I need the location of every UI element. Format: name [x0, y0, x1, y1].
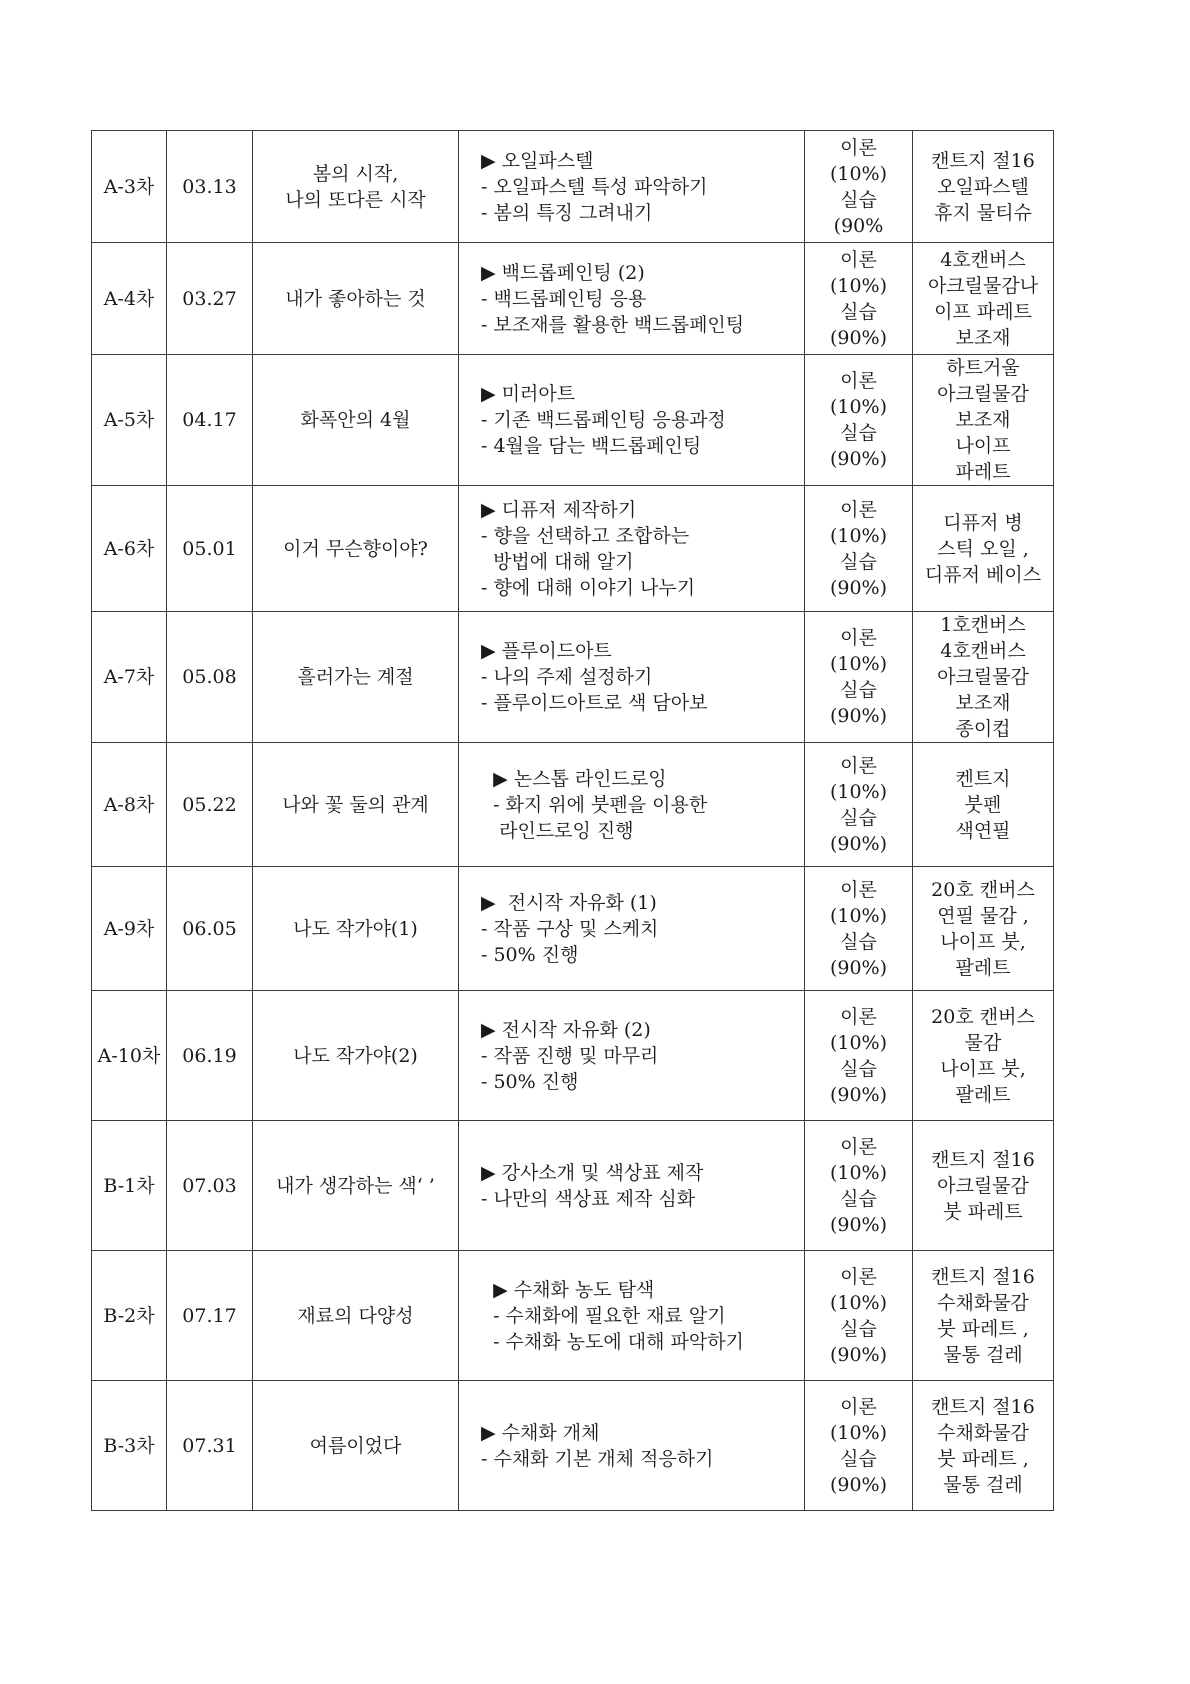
materials-line: 휴지 물티슈 — [934, 201, 1032, 224]
title-cell — [253, 1251, 459, 1381]
date-cell — [167, 355, 253, 486]
ratio-line: 이론 — [840, 1265, 877, 1288]
date-label: 04.17 — [182, 409, 237, 431]
materials-cell — [913, 243, 1054, 355]
ratio-line: (10%) — [829, 162, 888, 185]
materials-line: 아크릴물감나 — [927, 274, 1039, 297]
materials-cell — [913, 1121, 1054, 1251]
date-cell — [167, 243, 253, 355]
materials-line: 나이프 붓, — [940, 930, 1026, 953]
materials-cell — [913, 1251, 1054, 1381]
session-cell — [92, 355, 167, 486]
date-label: 05.08 — [182, 666, 237, 688]
ratio-line: (10%) — [829, 1421, 888, 1444]
ratio-line: (90%) — [829, 1473, 888, 1496]
activity-line: ▶ 플루이드아트 — [481, 640, 612, 662]
ratio-line: 이론 — [840, 1005, 877, 1028]
activity-line: - 향을 선택하고 조합하는 — [481, 524, 690, 547]
materials-cell — [913, 131, 1054, 243]
date-cell — [167, 1251, 253, 1381]
title-line: 흘러가는 계절 — [297, 666, 414, 688]
materials-line: 수채화물감 — [937, 1421, 1029, 1444]
table-row — [92, 1381, 1054, 1511]
materials-line: 4호캔버스 — [940, 640, 1026, 662]
title-line: 봄의 시작, — [312, 162, 399, 185]
date-label: 07.03 — [182, 1174, 237, 1197]
materials-cell — [913, 867, 1054, 991]
session-label: B-2차 — [103, 1304, 155, 1327]
session-cell — [92, 991, 167, 1121]
title-line: 이거 무슨향이야? — [283, 537, 428, 560]
ratio-cell — [805, 1121, 913, 1251]
materials-line: 20호 캔버스 — [931, 1005, 1035, 1028]
activity-line: ▶ 강사소개 및 색상표 제작 — [481, 1161, 704, 1184]
schedule-table-body — [92, 131, 1054, 1511]
ratio-line: 실습 — [840, 1447, 877, 1470]
ratio-line: 실습 — [840, 300, 877, 323]
ratio-line: (90%) — [829, 1343, 888, 1366]
materials-line: 연필 물감 , — [937, 904, 1029, 927]
ratio-line: 이론 — [840, 1135, 877, 1158]
activity-line: ▶ 수채화 개체 — [481, 1421, 600, 1444]
materials-line: 물통 걸레 — [943, 1473, 1023, 1496]
ratio-line: (90%) — [829, 1083, 888, 1106]
materials-line: 색연필 — [955, 819, 1011, 842]
table-row — [92, 131, 1054, 243]
date-cell — [167, 486, 253, 612]
materials-line: 캔트지 절16 — [931, 1148, 1035, 1171]
materials-cell — [913, 1381, 1054, 1511]
materials-line: 팔레트 — [955, 1083, 1011, 1106]
table-row — [92, 867, 1054, 991]
activity-cell — [459, 1381, 805, 1511]
activity-line: - 향에 대해 이야기 나누기 — [481, 576, 696, 599]
ratio-line: 이론 — [840, 878, 877, 901]
activity-line: ▶ 디퓨저 제작하기 — [481, 498, 637, 521]
title-line: 여름이었다 — [309, 1434, 402, 1457]
date-cell — [167, 991, 253, 1121]
materials-line: 붓 파레트 — [943, 1200, 1023, 1223]
materials-line: 켄트지 — [955, 767, 1011, 790]
title-cell — [253, 1381, 459, 1511]
materials-line: 캔트지 절16 — [931, 1395, 1035, 1418]
ratio-line: 이론 — [840, 754, 877, 777]
materials-cell — [913, 486, 1054, 612]
ratio-line: 실습 — [840, 1057, 877, 1080]
activity-cell — [459, 743, 805, 867]
materials-line: 스틱 오일 , — [937, 537, 1029, 560]
materials-line: 하트거울 — [946, 357, 1020, 379]
table-row — [92, 743, 1054, 867]
ratio-line: 실습 — [840, 1317, 877, 1340]
ratio-line: 실습 — [840, 806, 877, 829]
ratio-line: (90% — [833, 214, 884, 237]
table-row — [92, 243, 1054, 355]
activity-cell — [459, 1121, 805, 1251]
session-label: A-3차 — [103, 175, 155, 198]
materials-cell — [913, 991, 1054, 1121]
activity-line: - 작품 구상 및 스케치 — [481, 917, 659, 940]
session-cell — [92, 486, 167, 612]
date-cell — [167, 612, 253, 743]
ratio-cell — [805, 1251, 913, 1381]
title-line: 내가 좋아하는 것 — [285, 287, 426, 310]
materials-line: 4호캔버스 — [940, 248, 1026, 271]
activity-line: - 기존 백드롭페인팅 응용과정 — [481, 409, 726, 431]
ratio-line: (10%) — [829, 904, 888, 927]
ratio-line: 이론 — [840, 1395, 877, 1418]
session-label: B-3차 — [103, 1434, 155, 1457]
session-cell — [92, 867, 167, 991]
session-label: A-10차 — [97, 1044, 161, 1067]
materials-line: 이프 파레트 — [934, 300, 1032, 323]
session-label: A-5차 — [103, 409, 155, 431]
title-cell — [253, 131, 459, 243]
ratio-line: 이론 — [840, 248, 877, 271]
activity-line: - 수채화 기본 개체 적응하기 — [481, 1447, 714, 1470]
activity-cell — [459, 131, 805, 243]
session-cell — [92, 1121, 167, 1251]
materials-line: 캔트지 절16 — [931, 149, 1035, 172]
ratio-cell — [805, 1381, 913, 1511]
activity-line: - 50% 진행 — [481, 943, 579, 966]
session-cell — [92, 131, 167, 243]
title-cell — [253, 243, 459, 355]
date-label: 07.31 — [182, 1434, 237, 1457]
materials-line: 나이프 — [955, 435, 1011, 457]
materials-line: 1호캔버스 — [940, 614, 1026, 636]
activity-line: ▶ 전시작 자유화 (1) — [481, 891, 657, 914]
materials-line: 캔트지 절16 — [931, 1265, 1035, 1288]
materials-line: 붓 파레트 , — [937, 1447, 1029, 1470]
date-cell — [167, 1381, 253, 1511]
activity-line: - 백드롭페인팅 응용 — [481, 287, 647, 310]
ratio-line: (90%) — [829, 448, 888, 470]
activity-line: ▶ 백드롭페인팅 (2) — [481, 261, 645, 284]
ratio-line: (90%) — [829, 1213, 888, 1236]
curriculum-schedule-table — [91, 130, 1054, 1511]
session-label: B-1차 — [103, 1174, 155, 1197]
date-cell — [167, 743, 253, 867]
session-cell — [92, 243, 167, 355]
session-label: A-8차 — [103, 793, 155, 816]
activity-line: - 봄의 특징 그려내기 — [481, 201, 653, 224]
activity-line: - 수채화 농도에 대해 파악하기 — [481, 1330, 744, 1353]
ratio-line: (10%) — [829, 524, 888, 547]
ratio-line: 실습 — [840, 422, 877, 444]
date-label: 06.19 — [182, 1044, 237, 1067]
date-label: 03.13 — [182, 175, 237, 198]
ratio-cell — [805, 243, 913, 355]
activity-line: - 화지 위에 붓펜을 이용한 — [481, 793, 708, 816]
title-cell — [253, 991, 459, 1121]
ratio-line: (90%) — [829, 832, 888, 855]
materials-line: 디퓨저 베이스 — [924, 563, 1042, 586]
date-cell — [167, 1121, 253, 1251]
ratio-line: 실습 — [840, 930, 877, 953]
materials-line: 물감 — [964, 1031, 1002, 1054]
session-label: A-9차 — [103, 917, 155, 940]
title-line: 내가 생각하는 색‘ ’ — [276, 1174, 435, 1197]
ratio-line: (10%) — [829, 396, 888, 418]
activity-cell — [459, 243, 805, 355]
title-cell — [253, 486, 459, 612]
title-cell — [253, 867, 459, 991]
title-line: 나와 꽃 둘의 관계 — [282, 793, 429, 816]
title-line: 재료의 다양성 — [297, 1304, 414, 1327]
session-cell — [92, 612, 167, 743]
ratio-line: (90%) — [829, 576, 888, 599]
materials-line: 파레트 — [955, 461, 1011, 483]
ratio-cell — [805, 991, 913, 1121]
ratio-line: 이론 — [840, 627, 877, 649]
date-cell — [167, 131, 253, 243]
ratio-cell — [805, 355, 913, 486]
ratio-line: (10%) — [829, 653, 888, 675]
activity-line: - 4월을 담는 백드롭페인팅 — [481, 435, 702, 457]
ratio-cell — [805, 486, 913, 612]
activity-line: ▶ 논스톱 라인드로잉 — [481, 767, 667, 790]
activity-cell — [459, 355, 805, 486]
activity-line: - 오일파스텔 특성 파악하기 — [481, 175, 708, 198]
session-label: A-6차 — [103, 537, 155, 560]
activity-cell — [459, 867, 805, 991]
activity-line: - 나만의 색상표 제작 심화 — [481, 1187, 696, 1210]
materials-line: 아크릴물감 — [937, 1174, 1029, 1197]
materials-line: 팔레트 — [955, 956, 1011, 979]
ratio-line: 이론 — [840, 136, 877, 159]
activity-cell — [459, 486, 805, 612]
activity-cell — [459, 612, 805, 743]
activity-line: 라인드로잉 진행 — [481, 819, 634, 842]
ratio-line: 실습 — [840, 188, 877, 211]
title-cell — [253, 355, 459, 486]
table-row — [92, 1251, 1054, 1381]
session-label: A-4차 — [103, 287, 155, 310]
session-cell — [92, 1251, 167, 1381]
materials-line: 20호 캔버스 — [931, 878, 1035, 901]
activity-cell — [459, 1251, 805, 1381]
materials-line: 보조재 — [955, 409, 1011, 431]
activity-line: - 보조재를 활용한 백드롭페인팅 — [481, 313, 745, 336]
activity-line: - 수채화에 필요한 재료 알기 — [481, 1304, 726, 1327]
session-cell — [92, 1381, 167, 1511]
materials-line: 붓펜 — [964, 793, 1002, 816]
materials-line: 오일파스텔 — [937, 175, 1029, 198]
table-row — [92, 355, 1054, 486]
materials-line: 나이프 붓, — [940, 1057, 1026, 1080]
ratio-cell — [805, 867, 913, 991]
activity-line: - 50% 진행 — [481, 1070, 579, 1093]
materials-line: 아크릴물감 — [937, 383, 1029, 405]
ratio-line: (10%) — [829, 274, 888, 297]
materials-line: 물통 걸레 — [943, 1343, 1023, 1366]
table-row — [92, 612, 1054, 743]
table-row — [92, 991, 1054, 1121]
materials-cell — [913, 743, 1054, 867]
date-label: 03.27 — [182, 287, 237, 310]
ratio-line: 이론 — [840, 498, 877, 521]
materials-line: 디퓨저 병 — [943, 511, 1023, 534]
title-cell — [253, 1121, 459, 1251]
activity-line: - 작품 진행 및 마무리 — [481, 1044, 659, 1067]
title-cell — [253, 612, 459, 743]
title-line: 나도 작가야(1) — [293, 917, 418, 940]
ratio-line: (10%) — [829, 1031, 888, 1054]
session-cell — [92, 743, 167, 867]
ratio-line: 실습 — [840, 550, 877, 573]
ratio-line: (10%) — [829, 1291, 888, 1314]
materials-line: 종이컵 — [955, 718, 1011, 740]
table-row — [92, 486, 1054, 612]
activity-line: ▶ 오일파스텔 — [481, 149, 594, 172]
activity-line: ▶ 수채화 농도 탐색 — [481, 1278, 655, 1301]
materials-line: 수채화물감 — [937, 1291, 1029, 1314]
ratio-line: 실습 — [840, 1187, 877, 1210]
ratio-line: (90%) — [829, 705, 888, 727]
title-line: 나의 또다른 시작 — [285, 188, 426, 211]
materials-line: 아크릴물감 — [937, 666, 1029, 688]
materials-cell — [913, 612, 1054, 743]
materials-cell — [913, 355, 1054, 486]
session-label: A-7차 — [103, 666, 155, 688]
ratio-line: (90%) — [829, 956, 888, 979]
activity-line: 방법에 대해 알기 — [481, 550, 634, 573]
activity-line: ▶ 전시작 자유화 (2) — [481, 1018, 651, 1041]
title-cell — [253, 743, 459, 867]
materials-line: 보조재 — [955, 692, 1011, 714]
date-label: 07.17 — [182, 1304, 237, 1327]
activity-line: ▶ 미러아트 — [481, 383, 576, 405]
ratio-cell — [805, 743, 913, 867]
date-cell — [167, 867, 253, 991]
activity-line: - 나의 주제 설정하기 — [481, 666, 653, 688]
ratio-line: 실습 — [840, 679, 877, 701]
title-line: 화폭안의 4월 — [300, 409, 411, 431]
activity-cell — [459, 991, 805, 1121]
date-label: 06.05 — [182, 917, 237, 940]
ratio-cell — [805, 131, 913, 243]
activity-line: - 플루이드아트로 색 담아보 — [481, 692, 708, 714]
ratio-line: (10%) — [829, 1161, 888, 1184]
ratio-line: 이론 — [840, 370, 877, 392]
materials-line: 보조재 — [955, 326, 1011, 349]
ratio-line: (90%) — [829, 326, 888, 349]
materials-line: 붓 파레트 , — [937, 1317, 1029, 1340]
ratio-line: (10%) — [829, 780, 888, 803]
date-label: 05.22 — [182, 793, 237, 816]
date-label: 05.01 — [182, 537, 237, 560]
ratio-cell — [805, 612, 913, 743]
table-row — [92, 1121, 1054, 1251]
title-line: 나도 작가야(2) — [293, 1044, 418, 1067]
